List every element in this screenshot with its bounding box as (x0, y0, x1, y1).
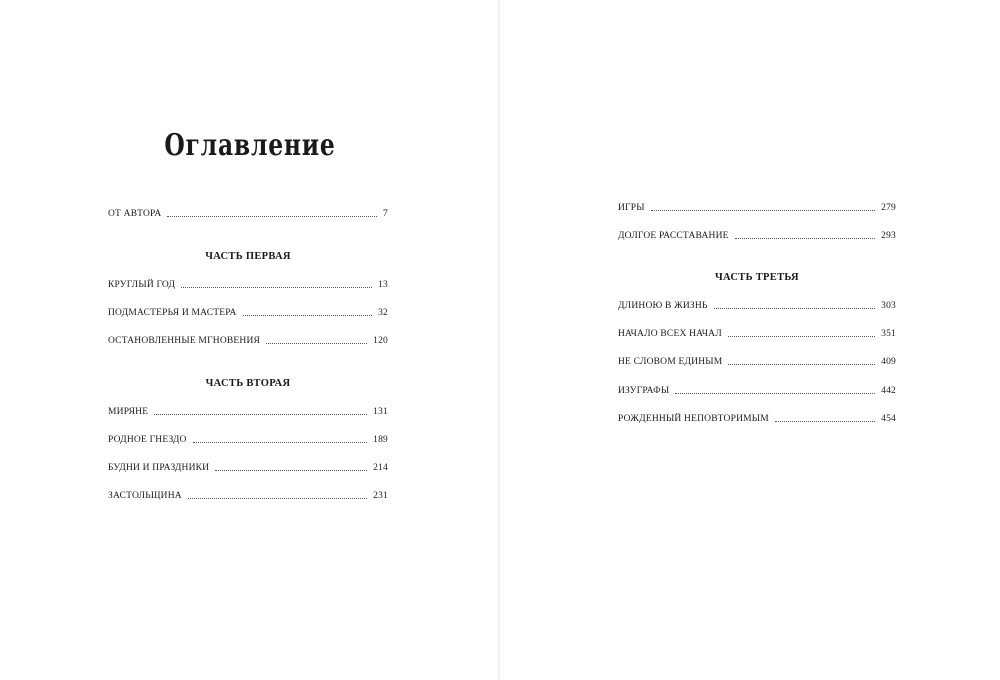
toc-entry-label: ИГРЫ (618, 203, 645, 213)
dot-leader (651, 209, 875, 211)
toc-entry-intro[interactable] (108, 209, 388, 219)
toc-entry[interactable] (618, 301, 896, 311)
dot-leader (167, 215, 377, 217)
dot-leader (154, 413, 367, 415)
toc-entry-page: 231 (373, 491, 388, 501)
dot-leader (728, 335, 875, 337)
toc-entry[interactable] (108, 463, 388, 473)
dot-leader (193, 441, 368, 443)
toc-entry-label: ОТ АВТОРА (108, 209, 162, 219)
part-heading-2: ЧАСТЬ ВТОРАЯ (205, 378, 291, 389)
toc-entry[interactable] (108, 491, 388, 501)
dot-leader (215, 469, 367, 471)
toc-entry-label: ПОДМАСТЕРЬЯ И МАСТЕРА (108, 308, 237, 318)
dot-leader (735, 237, 875, 239)
toc-entry[interactable] (618, 414, 896, 424)
toc-entry[interactable] (108, 435, 388, 445)
part-heading-1: ЧАСТЬ ПЕРВАЯ (205, 251, 291, 262)
toc-entry[interactable] (108, 280, 388, 290)
toc-entry-label: ДОЛГОЕ РАССТАВАНИЕ (618, 231, 729, 241)
toc-entry[interactable] (618, 231, 896, 241)
toc-entry-label: ОСТАНОВЛЕННЫЕ МГНОВЕНИЯ (108, 336, 261, 346)
toc-entry-label: НЕ СЛОВОМ ЕДИНЫМ (618, 357, 723, 367)
toc-entry[interactable] (108, 336, 388, 346)
toc-entry-label: НАЧАЛО ВСЕХ НАЧАЛ (618, 329, 722, 339)
toc-entry-label: КРУГЛЫЙ ГОД (108, 280, 176, 290)
toc-entry-label: ЗАСТОЛЬЩИНА (108, 491, 182, 501)
part-heading-3: ЧАСТЬ ТРЕТЬЯ (715, 272, 799, 283)
toc-entry-label: ИЗУГРАФЫ (618, 386, 670, 396)
toc-entry-page: 454 (881, 414, 896, 424)
toc-entry-page: 279 (881, 203, 896, 213)
toc-entry-page: 214 (373, 463, 388, 473)
toc-entry-label: БУДНИ И ПРАЗДНИКИ (108, 463, 210, 473)
dot-leader (775, 420, 875, 422)
toc-entry-page: 120 (373, 336, 388, 346)
toc-entry[interactable] (108, 407, 388, 417)
dot-leader (675, 392, 875, 394)
toc-entry-page: 13 (378, 280, 388, 290)
toc-entry[interactable] (618, 386, 896, 396)
right-page (500, 0, 1000, 680)
toc-entry-page: 303 (881, 301, 896, 311)
toc-entry-page: 32 (378, 308, 388, 318)
toc-entry-page: 7 (383, 209, 388, 219)
toc-entry[interactable] (618, 329, 896, 339)
toc-entry-label: РОДНОЕ ГНЕЗДО (108, 435, 187, 445)
toc-entry-label: МИРЯНЕ (108, 407, 149, 417)
dot-leader (243, 314, 373, 316)
toc-entry-page: 409 (881, 357, 896, 367)
toc-entry-label: ДЛИНОЮ В ЖИЗНЬ (618, 301, 708, 311)
dot-leader (728, 363, 875, 365)
toc-right (500, 0, 1000, 680)
toc-entry[interactable] (618, 357, 896, 367)
toc-entry-page: 293 (881, 231, 896, 241)
toc-entry-label: РОЖДЕННЫЙ НЕПОВТОРИМЫМ (618, 414, 769, 424)
page-title: Оглавление (164, 128, 336, 163)
toc-entry-page: 189 (373, 435, 388, 445)
toc-entry-page: 351 (881, 329, 896, 339)
dot-leader (714, 307, 876, 309)
toc-entry-page: 442 (881, 386, 896, 396)
toc-entry[interactable] (108, 308, 388, 318)
dot-leader (266, 342, 367, 344)
dot-leader (181, 286, 372, 288)
toc-entry[interactable] (618, 203, 896, 213)
dot-leader (188, 497, 367, 499)
toc-entry-page: 131 (373, 407, 388, 417)
